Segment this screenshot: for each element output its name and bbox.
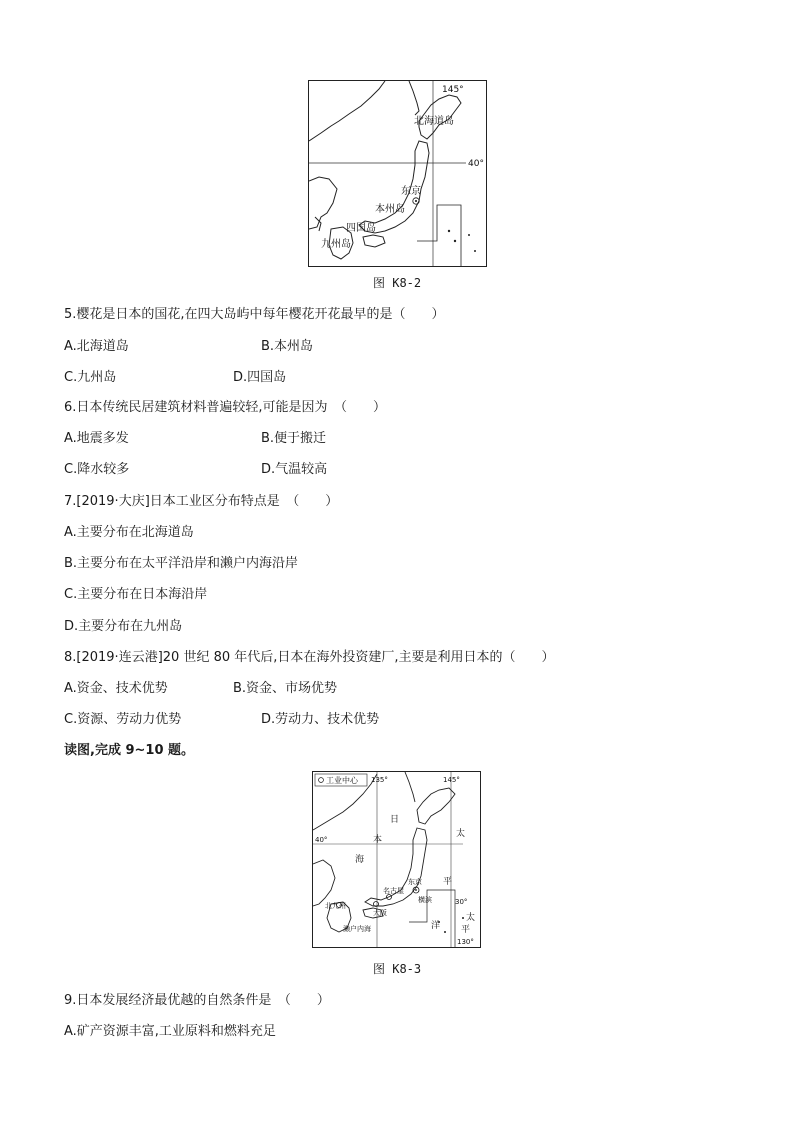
japan-map-k8-2 [308, 80, 487, 267]
q8-option-c: C.资源、劳动力优势 [64, 712, 182, 727]
lon-130-label: 130° [457, 938, 474, 946]
ocean-label-ping-2: 平 [461, 925, 471, 935]
q5-option-b: B.本州岛 [261, 339, 314, 354]
japan-industry-map-k8-3 [312, 771, 481, 948]
osaka-label: 大阪 [373, 909, 387, 917]
legend-label: 工业中心 [326, 776, 358, 785]
lat-30-label: 30° [455, 898, 468, 906]
lat-40-label: 40° [468, 159, 484, 169]
q6-option-c: C.降水较多 [64, 462, 130, 477]
japan-map-drawing [309, 81, 486, 266]
q6-option-a: A.地震多发 [64, 431, 129, 446]
q6-option-b: B.便于搬迁 [261, 431, 327, 446]
shikoku-label: 四国岛 [346, 223, 376, 234]
q7-option-c: C.主要分布在日本海沿岸 [64, 587, 208, 602]
question-8-stem: 8.[2019·连云港]20 世纪 80 年代后,日本在海外投资建厂,主要是利用日本的（ ） [64, 650, 555, 665]
sea-label-ben: 本 [373, 835, 383, 845]
lat-40-label-k8-3: 40° [315, 836, 328, 844]
q5-option-d: D.四国岛 [233, 370, 287, 385]
nagoya-label: 名古屋 [383, 887, 404, 895]
q7-option-a: A.主要分布在北海道岛 [64, 525, 194, 540]
q5-option-a: A.北海道岛 [64, 339, 129, 354]
q7-option-b: B.主要分布在太平洋沿岸和濑户内海沿岸 [64, 556, 299, 571]
honshu-label: 本州岛 [375, 204, 405, 215]
kitakyushu-label: 北九州 [325, 902, 346, 910]
ocean-label-yang-1: 洋 [431, 921, 441, 931]
question-6-stem: 6.日本传统民居建筑材料普遍较轻,可能是因为 （ ） [64, 400, 387, 415]
lon-145-label-k8-3: 145° [443, 776, 460, 784]
industry-map-drawing [313, 772, 480, 947]
figure-caption-k8-2: 图 K8-2 [373, 276, 422, 290]
hokkaido-label: 北海道岛 [414, 116, 454, 127]
kyushu-label: 九州岛 [321, 239, 351, 250]
ocean-label-ping-1: 平 [443, 877, 453, 887]
question-5-stem: 5.樱花是日本的国花,在四大岛屿中每年樱花开花最早的是（ ） [64, 307, 445, 322]
yokohama-label: 横滨 [418, 896, 432, 904]
sea-label-hai: 海 [355, 855, 365, 865]
figure-caption-k8-3: 图 K8-3 [373, 962, 422, 976]
setonaikai-label: 濑户内海 [343, 925, 371, 933]
ocean-label-tai-1: 太 [456, 829, 466, 839]
q8-option-a: A.资金、技术优势 [64, 681, 168, 696]
q5-option-c: C.九州岛 [64, 370, 117, 385]
q7-option-d: D.主要分布在九州岛 [64, 619, 183, 634]
ocean-label-tai-2: 太 [466, 913, 476, 923]
sea-label-ri: 日 [390, 815, 400, 825]
q9-option-a: A.矿产资源丰富,工业原料和燃料充足 [64, 1024, 276, 1039]
instruction-9-10: 读图,完成 9~10 题。 [64, 743, 195, 758]
q8-option-d: D.劳动力、技术优势 [261, 712, 380, 727]
tokyo-label-k8-3: 东京 [408, 878, 422, 886]
lon-145-label: 145° [442, 85, 464, 95]
question-9-stem: 9.日本发展经济最优越的自然条件是 （ ） [64, 993, 330, 1008]
q8-option-b: B.资金、市场优势 [233, 681, 338, 696]
question-7-stem: 7.[2019·大庆]日本工业区分布特点是 （ ） [64, 494, 339, 509]
tokyo-label: 东京 [401, 186, 421, 197]
q6-option-d: D.气温较高 [261, 462, 328, 477]
lon-135-label: 135° [371, 776, 388, 784]
